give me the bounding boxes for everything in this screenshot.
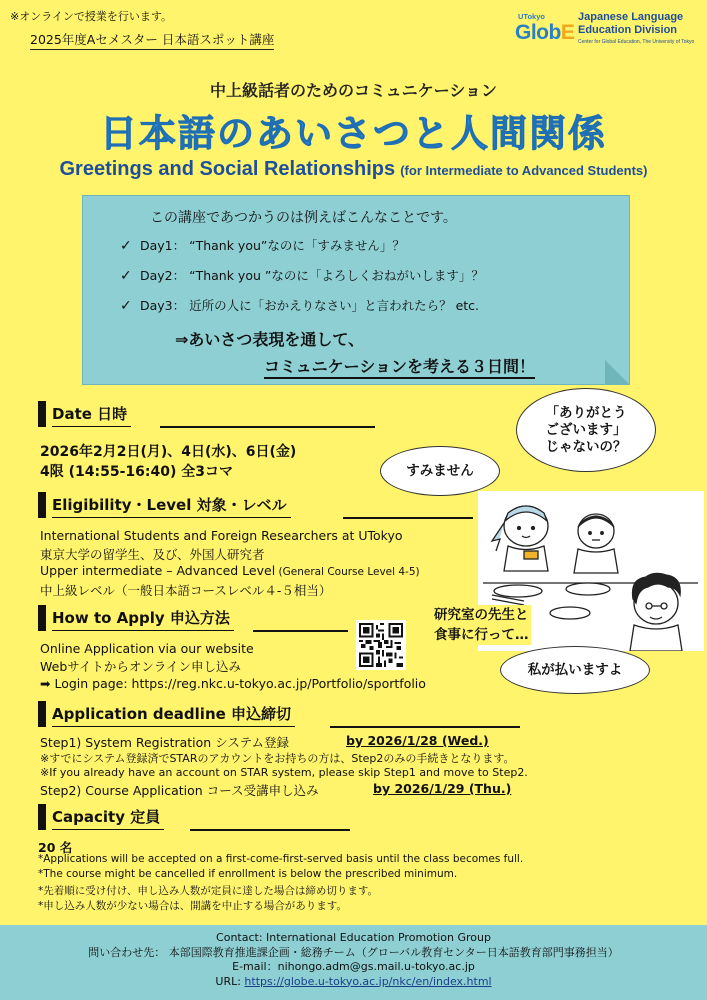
- day2-item: ✓ Day2： “Thank you ”なのに「よろしくおねがいします」？: [120, 268, 484, 284]
- illustration-caption: 研究室の先生と 食事に行って…: [434, 607, 529, 643]
- divider: [253, 630, 348, 632]
- date-line1: 2026年2月2日(月)、4日(水)、6日(金): [40, 444, 297, 460]
- day1-item: ✓ Day1： “Thank you”なのに「すみません」？: [120, 238, 405, 254]
- divider: [343, 517, 473, 519]
- footer-inquiry: 問い合わせ先： 本部国際教育推進課企画・総務チーム（グローバル教育センター日本語教育部門事務担当）: [88, 945, 619, 959]
- speech-bubble-sumimasen: すみません: [380, 446, 500, 496]
- speech-bubble-harau: 私が払いますよ: [500, 646, 650, 694]
- day3-item: ✓ Day3： 近所の人に「おかえりなさい」と言われたら？ etc.: [120, 298, 480, 314]
- footer-contact: Contact: International Education Promotion Group: [216, 931, 491, 944]
- capacity-note: *Applications will be accepted on a first-come-first-served basis until the class becomes full.: [38, 853, 524, 865]
- logo-globe-text: GlobE: [515, 21, 575, 44]
- footer-url-link[interactable]: https://globe.u-tokyo.ac.jp/nkc/en/index.html: [244, 974, 492, 988]
- online-note: ※オンラインで授業を行います。: [10, 10, 173, 23]
- title-en: [0, 158, 707, 181]
- capacity-count: 20 名: [38, 840, 73, 855]
- eligibility-line1: International Students and Foreign Researchers at UTokyo: [40, 528, 403, 543]
- deadline-note-en: ※If you already have an account on STAR system, please skip Step1 and move to Step2.: [40, 766, 528, 779]
- deadline-step1: Step1) System Registration システム登録 by 2026/1/28 (Wed.): [40, 733, 489, 750]
- title-en-main: Greetings and Social Relationships: [59, 158, 396, 180]
- summary-line2: コミュニケーションを考える３日間！: [264, 354, 535, 379]
- capacity-heading: Capacity 定員: [38, 804, 164, 830]
- divider: [330, 726, 520, 728]
- qr-code[interactable]: [356, 620, 406, 670]
- check-icon: ✓: [120, 268, 132, 284]
- capacity-note: *The course might be cancelled if enrollment is below the prescribed minimum.: [38, 868, 458, 880]
- title-en-sub: (for Intermediate to Advanced Students): [400, 163, 648, 178]
- capacity-note: *申し込み人数が少ない場合は、開講を中止する場合があります。: [38, 900, 347, 912]
- logo-division-text: Japanese Language Education Division Center for Global Education, The University of Tokyo: [578, 11, 695, 45]
- logo-utokyo-text: UTokyo: [518, 12, 545, 21]
- globe-logo[interactable]: [512, 10, 702, 52]
- semester-label: 2025年度Aセメスター 日本語スポット講座: [30, 30, 274, 50]
- overview-box-fold: [605, 360, 630, 385]
- divider: [160, 426, 375, 428]
- footer-email[interactable]: E-mail：nihongo.adm@gs.mail.u-tokyo.ac.jp: [232, 960, 475, 973]
- contact-footer: [0, 925, 707, 1000]
- date-line2: 4限 (14:55-16:40) 全3コマ: [40, 464, 233, 480]
- login-page-link[interactable]: ➡ Login page: https://reg.nkc.u-tokyo.ac.jp/Portfolio/sportfolio: [40, 676, 426, 691]
- globe-logo-mark: [512, 12, 574, 50]
- deadline-note-jp: ※すでにシステム登録済でSTARのアカウントをお持ちの方は、Step2のみの手続きとなります。: [40, 752, 515, 765]
- apply-line1: Online Application via our website: [40, 641, 254, 656]
- deadline-heading: Application deadline 申込締切: [38, 701, 295, 727]
- subtitle-jp: 中上級話者のためのコミュニケーション: [209, 81, 498, 100]
- eligibility-heading: Eligibility・Level 対象・レベル: [38, 492, 291, 518]
- page-title: 日本語のあいさつと人間関係: [100, 112, 607, 155]
- speech-bubble-arigatou: 「ありがとう ございます」 じゃないの？: [516, 388, 656, 472]
- eligibility-line3: Upper intermediate – Advanced Level (General Course Level 4-5): [40, 563, 420, 578]
- eligibility-line2: 東京大学の留学生、及び、外国人研究者: [40, 547, 265, 562]
- deadline-step2: Step2) Course Application コース受講申し込み by 2026/1/29 (Thu.): [40, 781, 512, 798]
- check-icon: ✓: [120, 298, 132, 314]
- eligibility-line4: 中上級レベル（一般日本語コースレベル４-５相当）: [40, 583, 332, 598]
- step2-due: by 2026/1/29 (Thu.): [373, 781, 512, 796]
- divider: [190, 829, 350, 831]
- date-heading: Date 日時: [38, 401, 131, 427]
- check-icon: ✓: [120, 238, 132, 254]
- capacity-note: *先着順に受け付け、申し込み人数が定員に達した場合は締め切ります。: [38, 885, 378, 897]
- footer-url-row: URL: https://globe.u-tokyo.ac.jp/nkc/en/index.html: [215, 974, 492, 988]
- apply-heading: How to Apply 申込方法: [38, 605, 234, 631]
- summary-line1: ⇒あいさつ表現を通して、: [175, 330, 365, 349]
- step1-due: by 2026/1/28 (Wed.): [346, 733, 489, 748]
- overview-intro: この講座であつかうのは例えばこんなことです。: [150, 210, 457, 226]
- apply-line2: Webサイトからオンライン申し込み: [40, 659, 242, 674]
